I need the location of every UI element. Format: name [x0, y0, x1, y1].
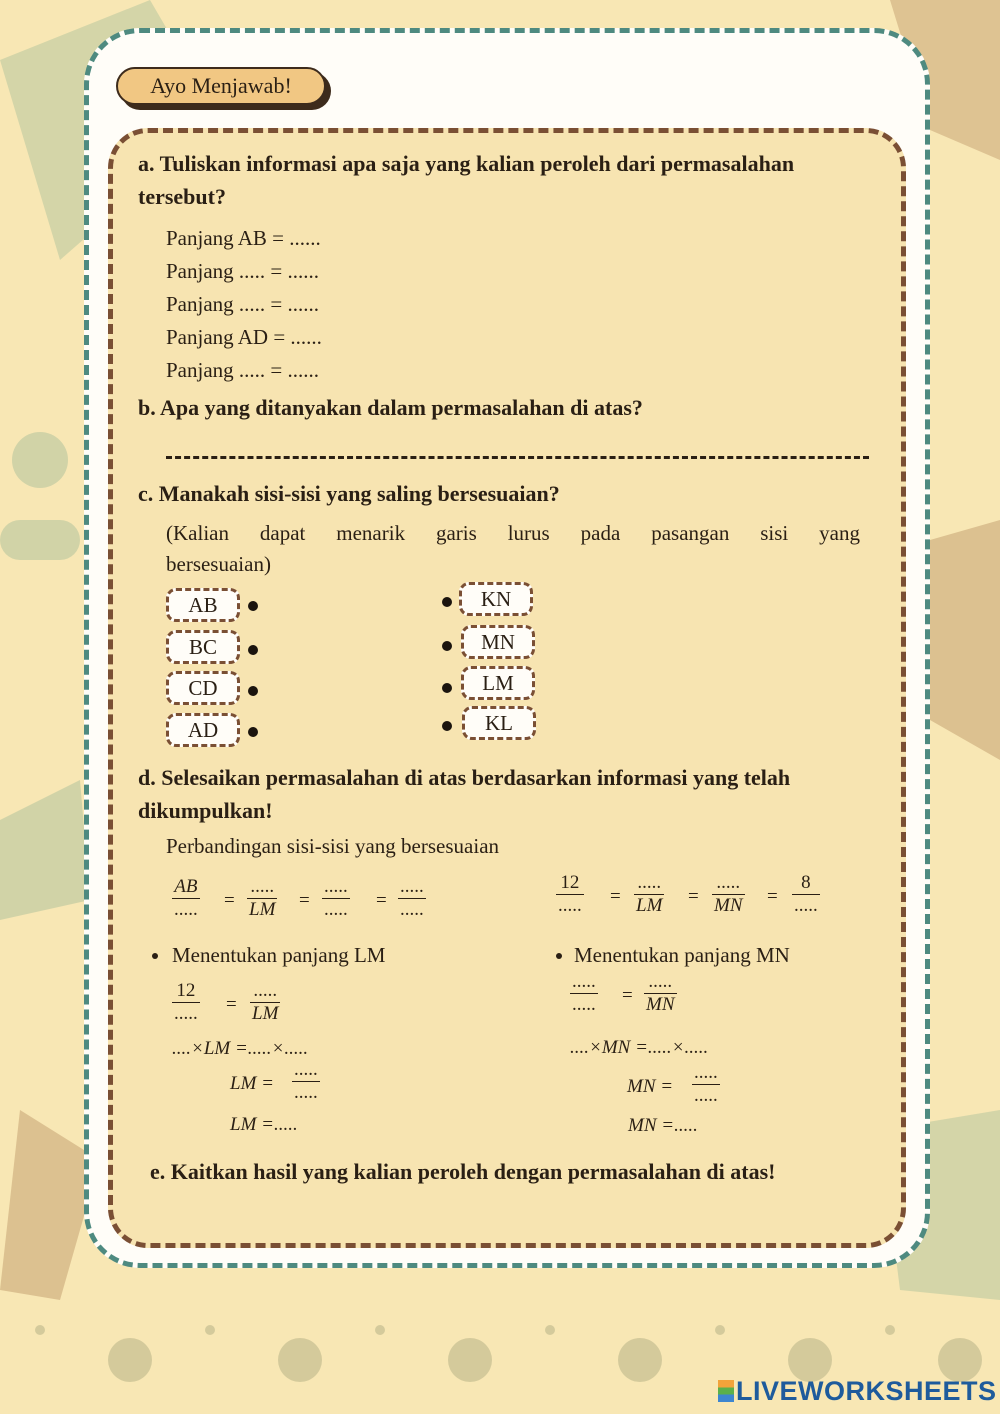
denominator-blank[interactable]: .....: [572, 994, 596, 1015]
fraction-blank-blank-2: [398, 876, 426, 921]
denominator-blank[interactable]: .....: [324, 899, 348, 920]
denominator-blank[interactable]: .....: [174, 899, 198, 920]
denominator-blank[interactable]: .....: [794, 895, 818, 916]
mn-step-fraction-blank: [570, 971, 598, 1016]
side-right-kl: KL: [462, 706, 536, 740]
numerator-blank[interactable]: .....: [294, 1059, 318, 1080]
question-e: e. Kaitkan hasil yang kalian peroleh dengan permasalahan di atas!: [150, 1159, 776, 1184]
bullet-dot: [152, 953, 158, 959]
mn-step-fraction-result: [692, 1062, 720, 1107]
logo-grid-icon: [718, 1380, 734, 1402]
numerator-12: 12: [172, 980, 200, 1003]
numerator-blank[interactable]: .....: [250, 980, 280, 1003]
match-dot-right-mn[interactable]: [442, 641, 452, 651]
fraction-8: [792, 872, 820, 917]
question-a-line2: tersebut?: [138, 184, 226, 209]
side-left-bc: BC: [166, 630, 240, 664]
fraction-ab: [172, 876, 200, 921]
denominator-blank[interactable]: .....: [694, 1085, 718, 1106]
equals-sign: =: [376, 890, 387, 911]
denominator-blank[interactable]: .....: [294, 1082, 318, 1103]
match-dot-right-kl[interactable]: [442, 721, 452, 731]
side-left-ab: AB: [166, 588, 240, 622]
ratio-subtitle: Perbandingan sisi-sisi yang bersesuaian: [166, 834, 500, 858]
match-dot-right-kn[interactable]: [442, 597, 452, 607]
equals-sign: =: [610, 886, 621, 907]
mn-step-cross[interactable]: ....×MN =.....×.....: [570, 1037, 709, 1058]
question-b: b. Apa yang ditanyakan dalam permasalahan di atas?: [138, 395, 643, 420]
answer-line-b[interactable]: [166, 456, 869, 459]
hint-c-line2: bersesuaian): [166, 552, 271, 576]
equals-sign: =: [767, 886, 778, 907]
side-right-mn: MN: [461, 625, 535, 659]
mn-step-eq: MN =: [627, 1076, 674, 1097]
denominator-lm: LM: [249, 899, 276, 920]
lm-step-cross[interactable]: ....×LM =.....×.....: [172, 1038, 309, 1059]
match-dot-left-bc[interactable]: [248, 645, 258, 655]
lm-step-fraction-blank-lm: [250, 980, 280, 1025]
info-row-5[interactable]: Panjang ..... = ......: [166, 358, 319, 382]
denominator-lm: LM: [636, 895, 663, 916]
fraction-blank-lm-2: [634, 872, 664, 917]
question-a-line1: a. Tuliskan informasi apa saja yang kalian peroleh dari permasalahan: [138, 151, 795, 176]
numerator-12: 12: [556, 872, 584, 895]
denominator-mn: MN: [714, 895, 743, 916]
denominator-blank[interactable]: .....: [558, 895, 582, 916]
denominator-blank[interactable]: .....: [174, 1003, 198, 1024]
mn-step-final[interactable]: MN =.....: [628, 1115, 698, 1136]
numerator-blank[interactable]: .....: [634, 872, 664, 895]
section-badge: Ayo Menjawab!: [116, 67, 326, 105]
numerator-blank[interactable]: .....: [572, 971, 596, 992]
equals-sign: =: [299, 890, 310, 911]
liveworksheets-logo: [718, 1376, 997, 1407]
equals-sign: =: [226, 994, 237, 1015]
bullet-lm: Menentukan panjang LM: [172, 943, 386, 967]
lm-step-fraction-result: [292, 1059, 320, 1104]
denominator-blank[interactable]: .....: [400, 899, 424, 920]
side-left-ad: AD: [166, 713, 240, 747]
match-dot-left-cd[interactable]: [248, 686, 258, 696]
match-dot-left-ad[interactable]: [248, 727, 258, 737]
side-right-kn: KN: [459, 582, 533, 616]
denominator-lm: LM: [252, 1003, 279, 1024]
lm-step-final[interactable]: LM =.....: [230, 1114, 298, 1135]
match-dot-right-lm[interactable]: [442, 683, 452, 693]
equals-sign: =: [224, 890, 235, 911]
bullet-mn: Menentukan panjang MN: [574, 943, 790, 967]
fraction-12: [556, 872, 584, 917]
fraction-blank-lm: [247, 876, 277, 921]
info-row-4[interactable]: Panjang AD = ......: [166, 325, 322, 349]
info-row-1[interactable]: Panjang AB = ......: [166, 226, 321, 250]
bullet-dot: [556, 953, 562, 959]
fraction-blank-blank: [322, 876, 350, 921]
side-left-cd: CD: [166, 671, 240, 705]
numerator-blank[interactable]: .....: [247, 876, 277, 899]
numerator-blank[interactable]: .....: [400, 876, 424, 897]
numerator-blank[interactable]: .....: [694, 1062, 718, 1083]
denominator-mn: MN: [646, 994, 675, 1015]
numerator-blank[interactable]: .....: [324, 876, 348, 897]
lm-step-fraction-12: [172, 980, 200, 1025]
equals-sign: =: [688, 886, 699, 907]
numerator-blank[interactable]: .....: [644, 971, 677, 994]
info-row-2[interactable]: Panjang ..... = ......: [166, 259, 319, 283]
hint-c-line1: (Kalian dapat menarik garis lurus pada pasangan sisi yang: [166, 521, 860, 545]
numerator-blank[interactable]: .....: [712, 872, 745, 895]
match-dot-left-ab[interactable]: [248, 601, 258, 611]
question-c: c. Manakah sisi-sisi yang saling bersesuaian?: [138, 481, 560, 506]
equals-sign: =: [622, 985, 633, 1006]
lm-step-eq: LM =: [230, 1073, 274, 1094]
question-d-line2: dikumpulkan!: [138, 798, 273, 823]
numerator-ab: AB: [172, 876, 200, 899]
logo-text: LIVEWORKSHEETS: [736, 1376, 997, 1406]
question-d-line1: d. Selesaikan permasalahan di atas berdasarkan informasi yang telah: [138, 765, 791, 790]
side-right-lm: LM: [461, 666, 535, 700]
mn-step-fraction-blank-mn: [644, 971, 677, 1016]
fraction-blank-mn: [712, 872, 745, 917]
numerator-8: 8: [792, 872, 820, 895]
info-row-3[interactable]: Panjang ..... = ......: [166, 292, 319, 316]
